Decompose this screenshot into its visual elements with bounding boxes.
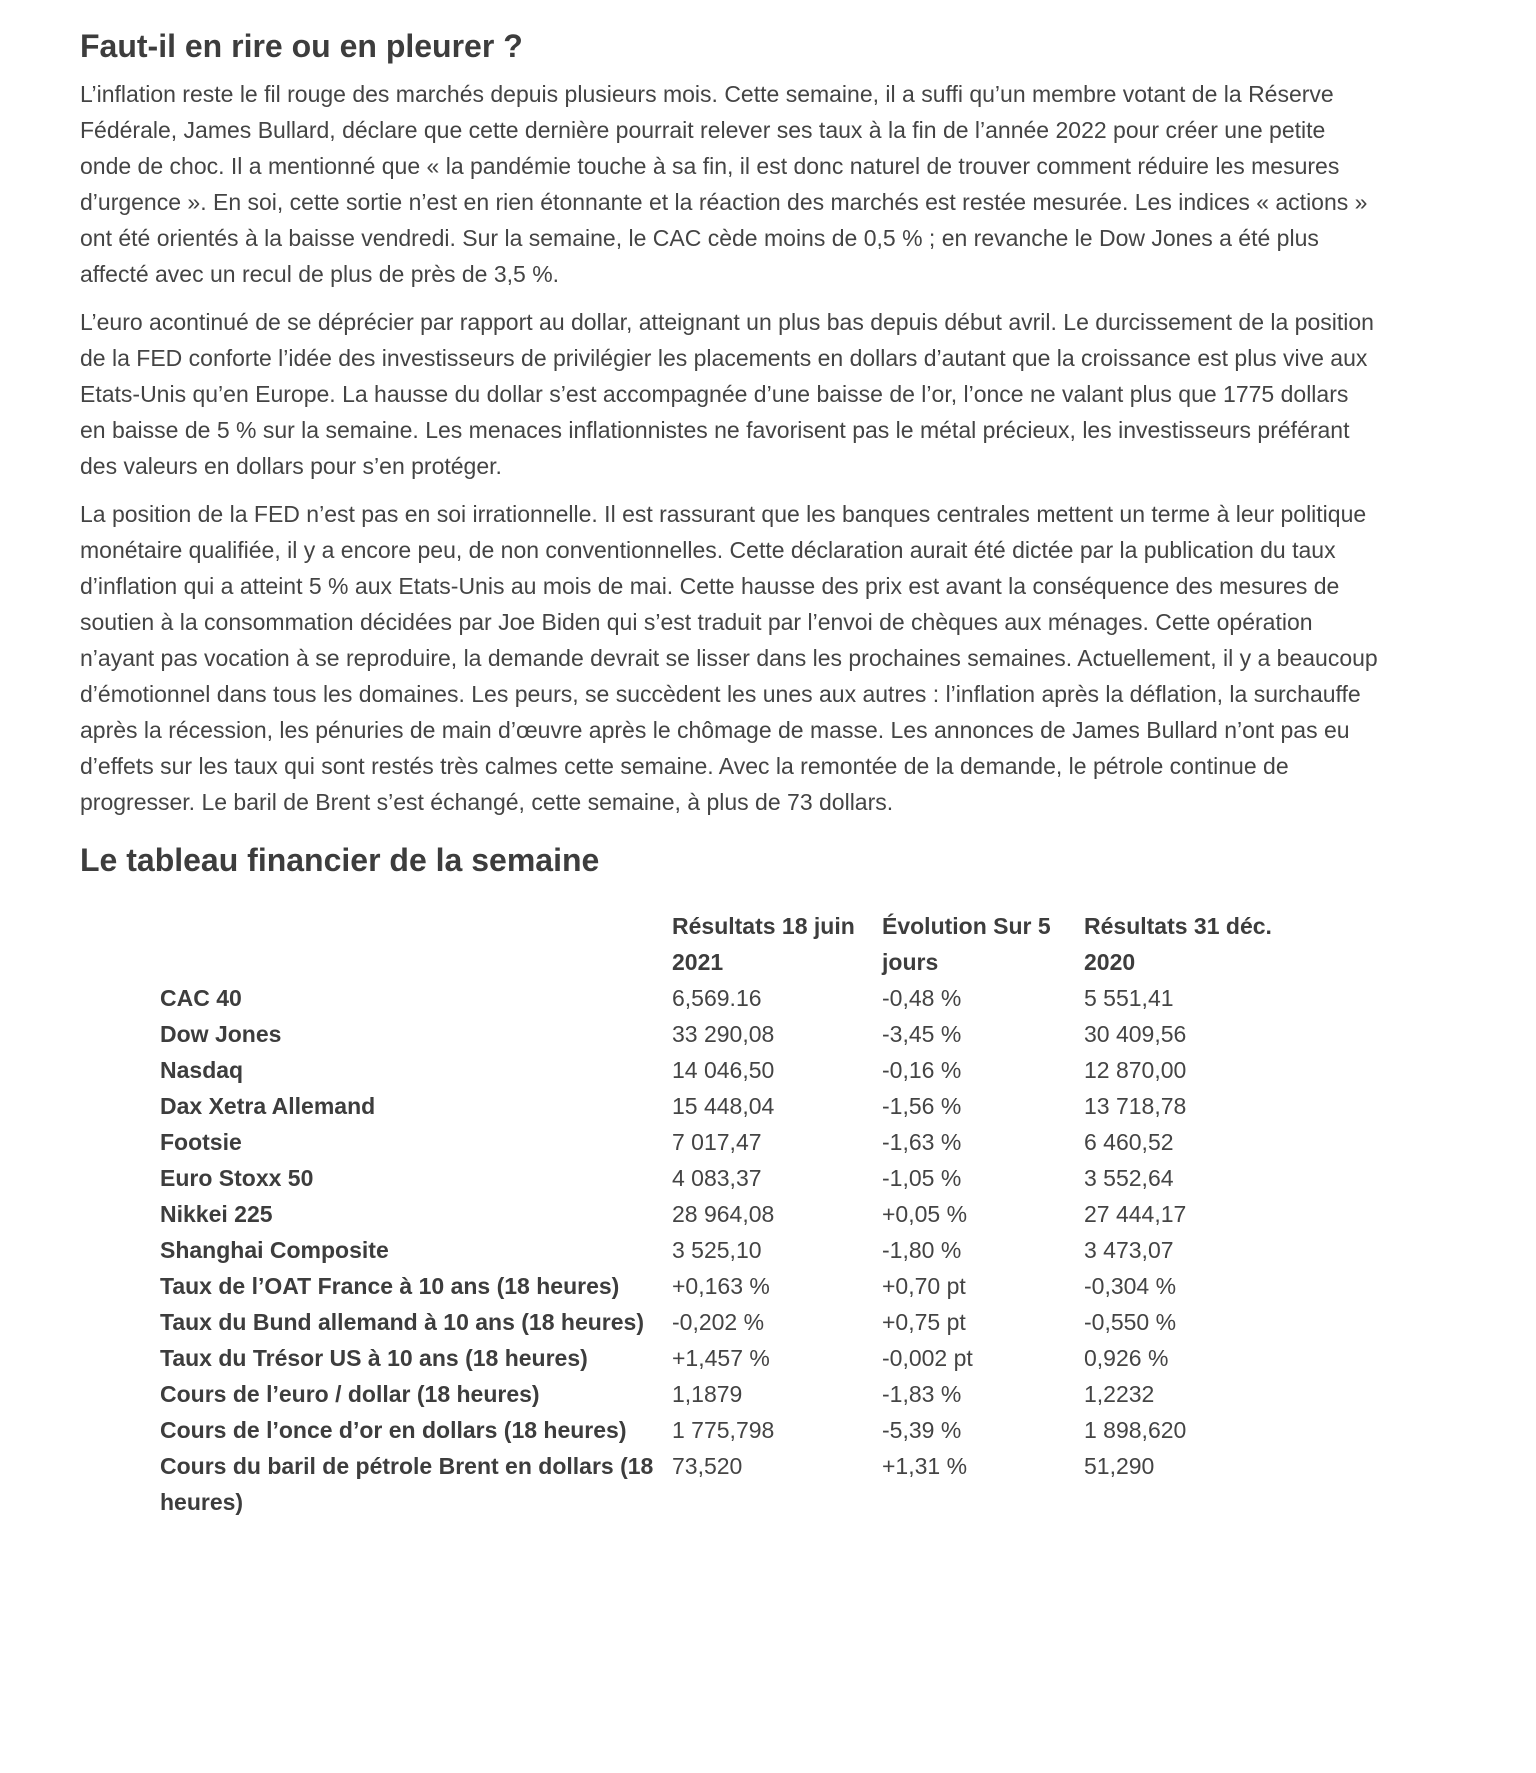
table-row — [160, 1232, 1324, 1268]
cell-results-2021: +1,457 % — [672, 1345, 770, 1371]
cell-evolution: +0,75 pt — [882, 1309, 966, 1335]
cell-results-2020: 12 870,00 — [1084, 1057, 1187, 1083]
header-evolution-5-days: Évolution Sur 5 jours — [882, 913, 1051, 975]
row-label: Nasdaq — [160, 1057, 244, 1083]
table-row — [160, 980, 1324, 1016]
row-label: Dax Xetra Allemand — [160, 1093, 376, 1119]
cell-results-2021: 14 046,50 — [672, 1057, 775, 1083]
cell-results-2021: -0,202 % — [672, 1309, 765, 1335]
cell-evolution: -3,45 % — [882, 1021, 962, 1047]
row-label: Taux du Bund allemand à 10 ans (18 heures) — [160, 1309, 644, 1335]
financial-table — [160, 908, 1324, 1520]
header-results-2021: Résultats 18 juin 2021 — [672, 913, 855, 975]
row-label: Taux de l’OAT France à 10 ans (18 heures) — [160, 1273, 620, 1299]
header-results-2020: Résultats 31 déc. 2020 — [1084, 913, 1272, 975]
cell-evolution: -1,56 % — [882, 1093, 962, 1119]
cell-evolution: -1,05 % — [882, 1165, 962, 1191]
row-label: Footsie — [160, 1129, 242, 1155]
cell-results-2021: 73,520 — [672, 1453, 743, 1479]
row-label: Dow Jones — [160, 1021, 282, 1047]
table-row — [160, 1016, 1324, 1052]
table-row — [160, 1412, 1324, 1448]
cell-results-2020: 0,926 % — [1084, 1345, 1169, 1371]
table-header-row — [160, 908, 1324, 980]
table-row — [160, 1088, 1324, 1124]
table-section-heading: Le tableau financier de la semaine — [80, 842, 600, 878]
cell-results-2020: 5 551,41 — [1084, 985, 1174, 1011]
row-label: Cours de l’euro / dollar (18 heures) — [160, 1381, 540, 1407]
row-label: Shanghai Composite — [160, 1237, 389, 1263]
cell-results-2021: 3 525,10 — [672, 1237, 762, 1263]
cell-evolution: -0,48 % — [882, 985, 962, 1011]
cell-evolution: -1,63 % — [882, 1129, 962, 1155]
table-row — [160, 1124, 1324, 1160]
cell-results-2020: -0,550 % — [1084, 1309, 1177, 1335]
cell-results-2020: 27 444,17 — [1084, 1201, 1187, 1227]
table-row — [160, 1304, 1324, 1340]
cell-results-2020: 30 409,56 — [1084, 1021, 1187, 1047]
row-label: CAC 40 — [160, 985, 242, 1011]
row-label: Nikkei 225 — [160, 1201, 273, 1227]
cell-results-2020: -0,304 % — [1084, 1273, 1177, 1299]
header-label — [160, 908, 672, 980]
table-row — [160, 1376, 1324, 1412]
table-row — [160, 1196, 1324, 1232]
cell-results-2020: 6 460,52 — [1084, 1129, 1174, 1155]
cell-evolution: -1,80 % — [882, 1237, 962, 1263]
cell-evolution: -0,16 % — [882, 1057, 962, 1083]
table-row — [160, 1448, 1324, 1520]
row-label: Cours de l’once d’or en dollars (18 heures) — [160, 1417, 627, 1443]
row-label: Cours du baril de pétrole Brent en dollars (18 heures) — [160, 1453, 654, 1515]
table-row — [160, 1340, 1324, 1376]
cell-evolution: -5,39 % — [882, 1417, 962, 1443]
cell-results-2021: 7 017,47 — [672, 1129, 762, 1155]
cell-evolution: -0,002 pt — [882, 1345, 973, 1371]
cell-results-2021: 28 964,08 — [672, 1201, 775, 1227]
cell-results-2021: 6,569.16 — [672, 985, 762, 1011]
paragraph-euro-dollar: L’euro acontinué de se déprécier par rapport au dollar, atteignant un plus bas depuis début avril. Le durcissement de la position de la FED conforte l’idée des investisseurs de privilégier les placements en dollars d’autant que la croissance est plus vive aux Etats-Unis qu’en Europe. La hausse du dollar s’est accompagnée d’une baisse de l’or, l’once ne valant plus que 1775 dollars en baisse de 5 % sur la semaine. Les menaces inflationnistes ne favorisent pas le métal précieux, les investisseurs préférant des valeurs en dollars pour s’en protéger. — [80, 309, 1374, 479]
table-row — [160, 1268, 1324, 1304]
cell-results-2020: 51,290 — [1084, 1453, 1155, 1479]
cell-results-2020: 1,2232 — [1084, 1381, 1155, 1407]
cell-results-2021: 1 775,798 — [672, 1417, 775, 1443]
cell-results-2020: 3 552,64 — [1084, 1165, 1174, 1191]
cell-evolution: +0,70 pt — [882, 1273, 966, 1299]
cell-results-2020: 1 898,620 — [1084, 1417, 1187, 1443]
cell-results-2021: 15 448,04 — [672, 1093, 775, 1119]
cell-results-2021: 4 083,37 — [672, 1165, 762, 1191]
cell-results-2021: 1,1879 — [672, 1381, 743, 1407]
row-label: Euro Stoxx 50 — [160, 1165, 314, 1191]
row-label: Taux du Trésor US à 10 ans (18 heures) — [160, 1345, 588, 1371]
paragraph-inflation: L’inflation reste le fil rouge des marchés depuis plusieurs mois. Cette semaine, il a suffi qu’un membre votant de la Réserve Fédérale, James Bullard, déclare que cette dernière pourrait relever ses taux à la fin de l’année 2022 pour créer une petite onde de choc. Il a mentionné que « la pandémie touche à sa fin, il est donc naturel de trouver comment réduire les mesures d’urgence ». En soi, cette sortie n’est en rien étonnante et la réaction des marchés est restée mesurée. Les indices « actions » ont été orientés à la baisse vendredi. Sur la semaine, le CAC cède moins de 0,5 % ; en revanche le Dow Jones a été plus affecté avec un recul de plus de près de 3,5 %. — [80, 81, 1368, 287]
paragraph-fed-position: La position de la FED n’est pas en soi irrationnelle. Il est rassurant que les banques centrales mettent un terme à leur politique monétaire qualifiée, il y a encore peu, de non conventionnelles. Cette déclaration aurait été dictée par la publication du taux d’inflation qui a atteint 5 % aux Etats-Unis au mois de mai. Cette hausse des prix est avant la conséquence des mesures de soutien à la consommation décidées par Joe Biden qui s’est traduit par l’envoi de chèques aux ménages. Cette opération n’ayant pas vocation à se reproduire, la demande devrait se lisser dans les prochaines semaines. Actuellement, il y a beaucoup d’émotionnel dans tous les domaines. Les peurs, se succèdent les unes aux autres : l’inflation après la déflation, la surchauffe après la récession, les pénuries de main d’œuvre après le chômage de masse. Les annonces de James Bullard n’ont pas eu d’effets sur les taux qui sont restés très calmes cette semaine. Avec la remontée de la demande, le pétrole continue de progresser. Le baril de Brent s’est échangé, cette semaine, à plus de 73 dollars. — [80, 501, 1378, 815]
cell-results-2021: 33 290,08 — [672, 1021, 775, 1047]
cell-results-2020: 13 718,78 — [1084, 1093, 1187, 1119]
article-heading: Faut-il en rire ou en pleurer ? — [80, 28, 523, 64]
table-row — [160, 1160, 1324, 1196]
cell-evolution: +0,05 % — [882, 1201, 968, 1227]
table-row — [160, 1052, 1324, 1088]
cell-evolution: -1,83 % — [882, 1381, 962, 1407]
cell-evolution: +1,31 % — [882, 1453, 968, 1479]
cell-results-2021: +0,163 % — [672, 1273, 770, 1299]
article — [80, 22, 1380, 1520]
cell-results-2020: 3 473,07 — [1084, 1237, 1174, 1263]
